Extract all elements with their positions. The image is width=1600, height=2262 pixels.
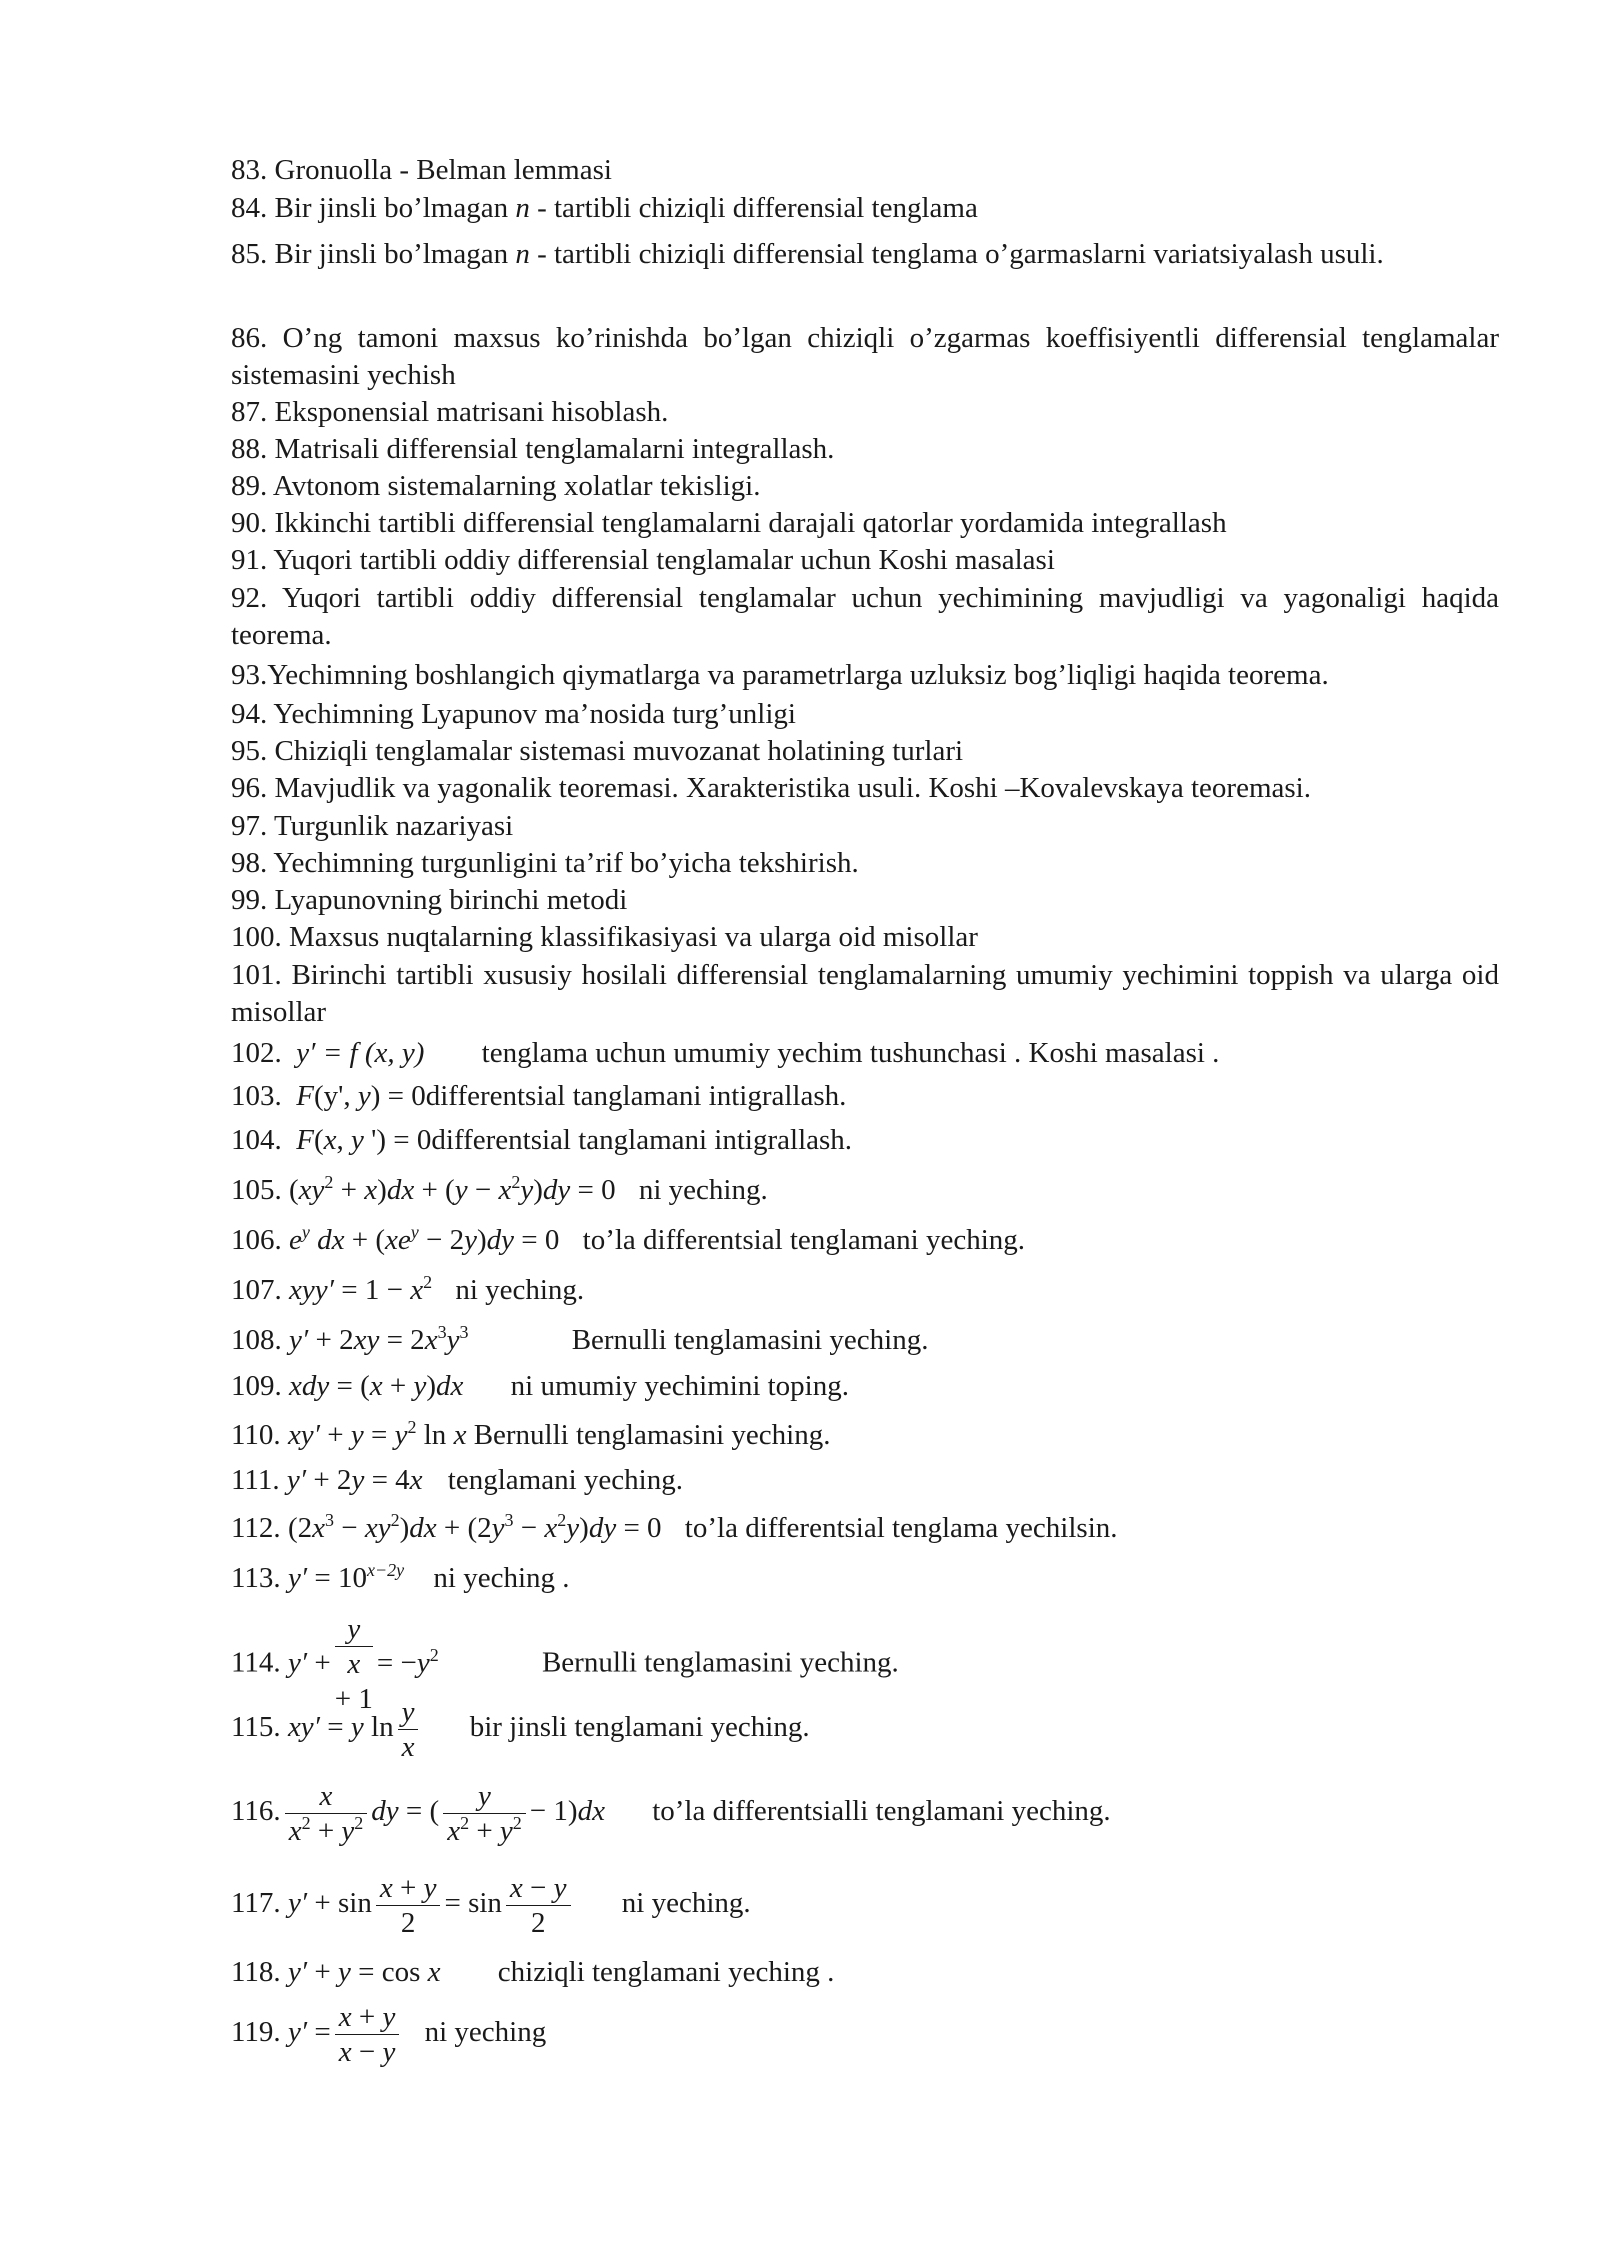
exercise-117 [231,1871,1499,1940]
item-text: 100. Maxsus nuqtalarning klassifikasiyasi va ularga oid misollar [231,921,978,953]
formula: $e^y$ dx + $(xe^y - 2y)dy = 0$ [289,1222,560,1256]
exercise-number: 115. [231,1711,281,1744]
formula: F(x, y ') = 0 [296,1124,432,1156]
exercise-number: 110. [231,1419,281,1451]
exercise-number: 119. [231,2016,281,2049]
item-text: 96. Mavjudlik va yagonalik teoremasi. Xarakteristika usuli. Koshi –Kovalevskaya teoremasi. [231,772,1311,804]
exercise-106 [231,1222,1499,1259]
exercise-number: 104. [231,1124,282,1156]
exercise-103 [231,1078,1499,1115]
exercise-104 [231,1122,1499,1159]
item-variable: n [515,238,530,270]
exercise-number: 114. [231,1646,281,1679]
exercise-116 [231,1779,1499,1848]
exercise-text: ni yeching. [638,1174,768,1206]
exercise-text: Bernulli tenglamasini yeching. [571,1324,929,1356]
list-item-87 [231,394,1499,431]
list-item-95 [231,733,1499,770]
item-text: 90. Ikkinchi tartibli differensial tenglamalarni darajali qatorlar yordamida integrallash [231,507,1227,539]
exercise-115 [231,1695,1499,1764]
exercise-107 [231,1272,1499,1309]
exercise-text: tenglamani yeching. [447,1464,683,1496]
exercise-number: 117. [231,1887,281,1920]
formula: y′ + 2y = 4x [286,1464,423,1496]
list-item-90 [231,505,1499,542]
list-item-93 [231,657,1499,694]
exercise-108 [231,1322,1499,1359]
exercise-number: 109. [231,1370,282,1402]
item-variable: n [515,192,530,224]
exercise-112 [231,1510,1499,1547]
item-text: 89. Avtonom sistemalarning xolatlar tekisligi. [231,470,761,502]
exercise-text: Bernulli tenglamasini yeching. [473,1419,831,1451]
list-item-100 [231,919,1499,956]
formula: y′ = f (x, y) [289,1037,425,1069]
exercise-text: tenglama uchun umumiy yechim tushunchasi . Koshi masalasi . [481,1037,1220,1069]
formula: y′ = $\frac{x + y}{x - y}$ [281,2016,404,2048]
fraction: $\frac{x + y}{x - y}$ [335,2000,400,2069]
exercise-number: 105. [231,1174,282,1206]
list-item-99 [231,882,1499,919]
exercise-text: chiziqli tenglamani yeching . [497,1956,835,1988]
formula: $(xy^2 + x)dx + (y - x^2y)dy = 0$ [281,1172,616,1206]
item-text: 88. Matrisali differensial tenglamalarni integrallash. [231,433,835,465]
list-item-91 [231,542,1499,579]
exercise-text: differentsial tanglamani intigrallash. [425,1080,847,1112]
item-text: 85. Bir jinsli bo’lmagan [231,238,516,270]
exercise-text: Bernulli tenglamasini yeching. [541,1646,899,1679]
list-item-96 [231,770,1499,807]
fraction: $\frac{x + y}{2}$ [376,1871,441,1940]
exercise-text: ni yeching [424,2016,547,2049]
exercise-text: bir jinsli tenglamani yeching. [469,1711,810,1744]
item-text: 84. Bir jinsli bo’lmagan [231,192,516,224]
fraction: $\frac{y}{x}$ [398,1695,419,1764]
exercise-119 [231,2000,1499,2069]
exercise-text: to’la differentsial tenglamani yeching. [582,1224,1026,1256]
exercise-number: 113. [231,1562,281,1594]
exercise-text: differentsial tanglamani intigrallash. [431,1124,853,1156]
list-item-97 [231,808,1499,845]
fraction: $\frac{x - y}{2}$ [506,1871,571,1940]
list-item-86 [231,320,1499,394]
exercise-text: ni yeching. [455,1274,585,1306]
list-item-94 [231,696,1499,733]
exercise-number: 106. [231,1224,282,1256]
list-item-88 [231,431,1499,468]
list-item-101 [231,957,1499,1031]
formula: $(2x^3 - xy^2)dx + (2y^3 - x^2y)dy = 0$ [280,1510,662,1544]
item-text: 93.Yechimning boshlangich qiymatlarga va parametrlarga uzluksiz bog’liqligi haqida teorema. [231,659,1329,691]
list-item-98 [231,845,1499,882]
item-text: 83. Gronuolla - Belman lemmasi [231,154,612,186]
exercise-109 [231,1368,1499,1405]
exercise-number: 107. [231,1274,282,1306]
formula: y′ + y x + $1= -y^2$ [281,1647,439,1679]
item-text: 95. Chiziqli tenglamalar sistemasi muvozanat holatining turlari [231,735,964,767]
exercise-number: 116. [231,1795,281,1828]
exercise-102 [231,1035,1499,1072]
item-text: 94. Yechimning Lyapunov ma’nosida turg’unligi [231,698,796,730]
exercise-number: 118. [231,1956,281,1988]
exercise-text: ni umumiy yechimini toping. [510,1370,849,1402]
exercise-118 [231,1954,1499,1991]
exercise-number: 102. [231,1037,282,1069]
formula: F(y', y) = 0 [296,1080,426,1112]
item-text: 92. Yuqori tartibli oddiy differensial tenglamalar uchun yechimining mavjudligi va yagonaligi haqida teorema. [231,582,1499,651]
list-item-92 [231,580,1499,654]
exercise-text: ni yeching . [433,1562,570,1594]
item-text: 98. Yechimning turgunligini ta’rif bo’yicha tekshirish. [231,847,859,879]
item-text: 99. Lyapunovning birinchi metodi [231,884,628,916]
exercise-111 [231,1462,1499,1499]
exercise-number: 111. [231,1464,280,1496]
item-text: 87. Eksponensial matrisani hisoblash. [231,396,669,428]
formula: $y' + 2xy = 2x^3y^3$ [289,1322,469,1356]
exercise-110 [231,1417,1499,1454]
fraction: $\frac{x}{x^2 + y^2}$ [285,1779,368,1848]
fraction: $\frac{y}{x^2 + y^2}$ [443,1779,526,1848]
formula: $xyy' = 1 - x^2$ [289,1272,433,1306]
formula: $xy' + y = y^2$ ln x [287,1417,467,1451]
list-item-85 [231,233,1499,275]
exercise-number: 112. [231,1512,281,1544]
item-text: 101. Birinchi tartibli xususiy hosilali differensial tenglamalarning umumiy yechimini toppish va ularga oid misollar [231,959,1499,1028]
formula: $y' = 10^{x-2y}$ [287,1560,405,1594]
exercise-113 [231,1560,1499,1597]
list-item-83 [231,152,1499,189]
exercise-text: to’la differentsialli tenglamani yeching. [652,1795,1111,1828]
formula: xdy = (x + y)dx [289,1370,464,1402]
formula: $\frac{x}{x^2 + y^2}$ dy = ( $\frac{y}{x^2 + y^2}$ − 1)dx [281,1795,605,1827]
item-text: 97. Turgunlik nazariyasi [231,810,514,842]
exercise-number: 103. [231,1080,282,1112]
formula: xy′ = y ln $\frac{y}{x}$ [281,1711,423,1743]
item-text: - tartibli chiziqli differensial tenglama o’garmaslarni variatsiyalash usuli. [529,238,1384,270]
exercise-text: to’la differentsial tenglama yechilsin. [684,1512,1118,1544]
item-text: 86. O’ng tamoni maxsus ko’rinishda bo’lgan chiziqli o’zgarmas koeffisiyentli differensial tenglamalar sistemasini yechish [231,322,1499,391]
formula: y′ + y = cos x [287,1956,441,1988]
exercise-number: 108. [231,1324,282,1356]
fraction: y x + 1 [334,1613,373,1715]
list-item-89 [231,468,1499,505]
list-item-84 [231,190,1499,227]
item-text: - tartibli chiziqli differensial tenglama [529,192,978,224]
formula: y′ + sin $\frac{x + y}{2}$ = sin $\frac{x - y}{2}$ [281,1887,575,1919]
exercise-text: ni yeching. [621,1887,751,1920]
item-text: 91. Yuqori tartibli oddiy differensial tenglamalar uchun Koshi masalasi [231,544,1055,576]
exercise-105 [231,1172,1499,1209]
